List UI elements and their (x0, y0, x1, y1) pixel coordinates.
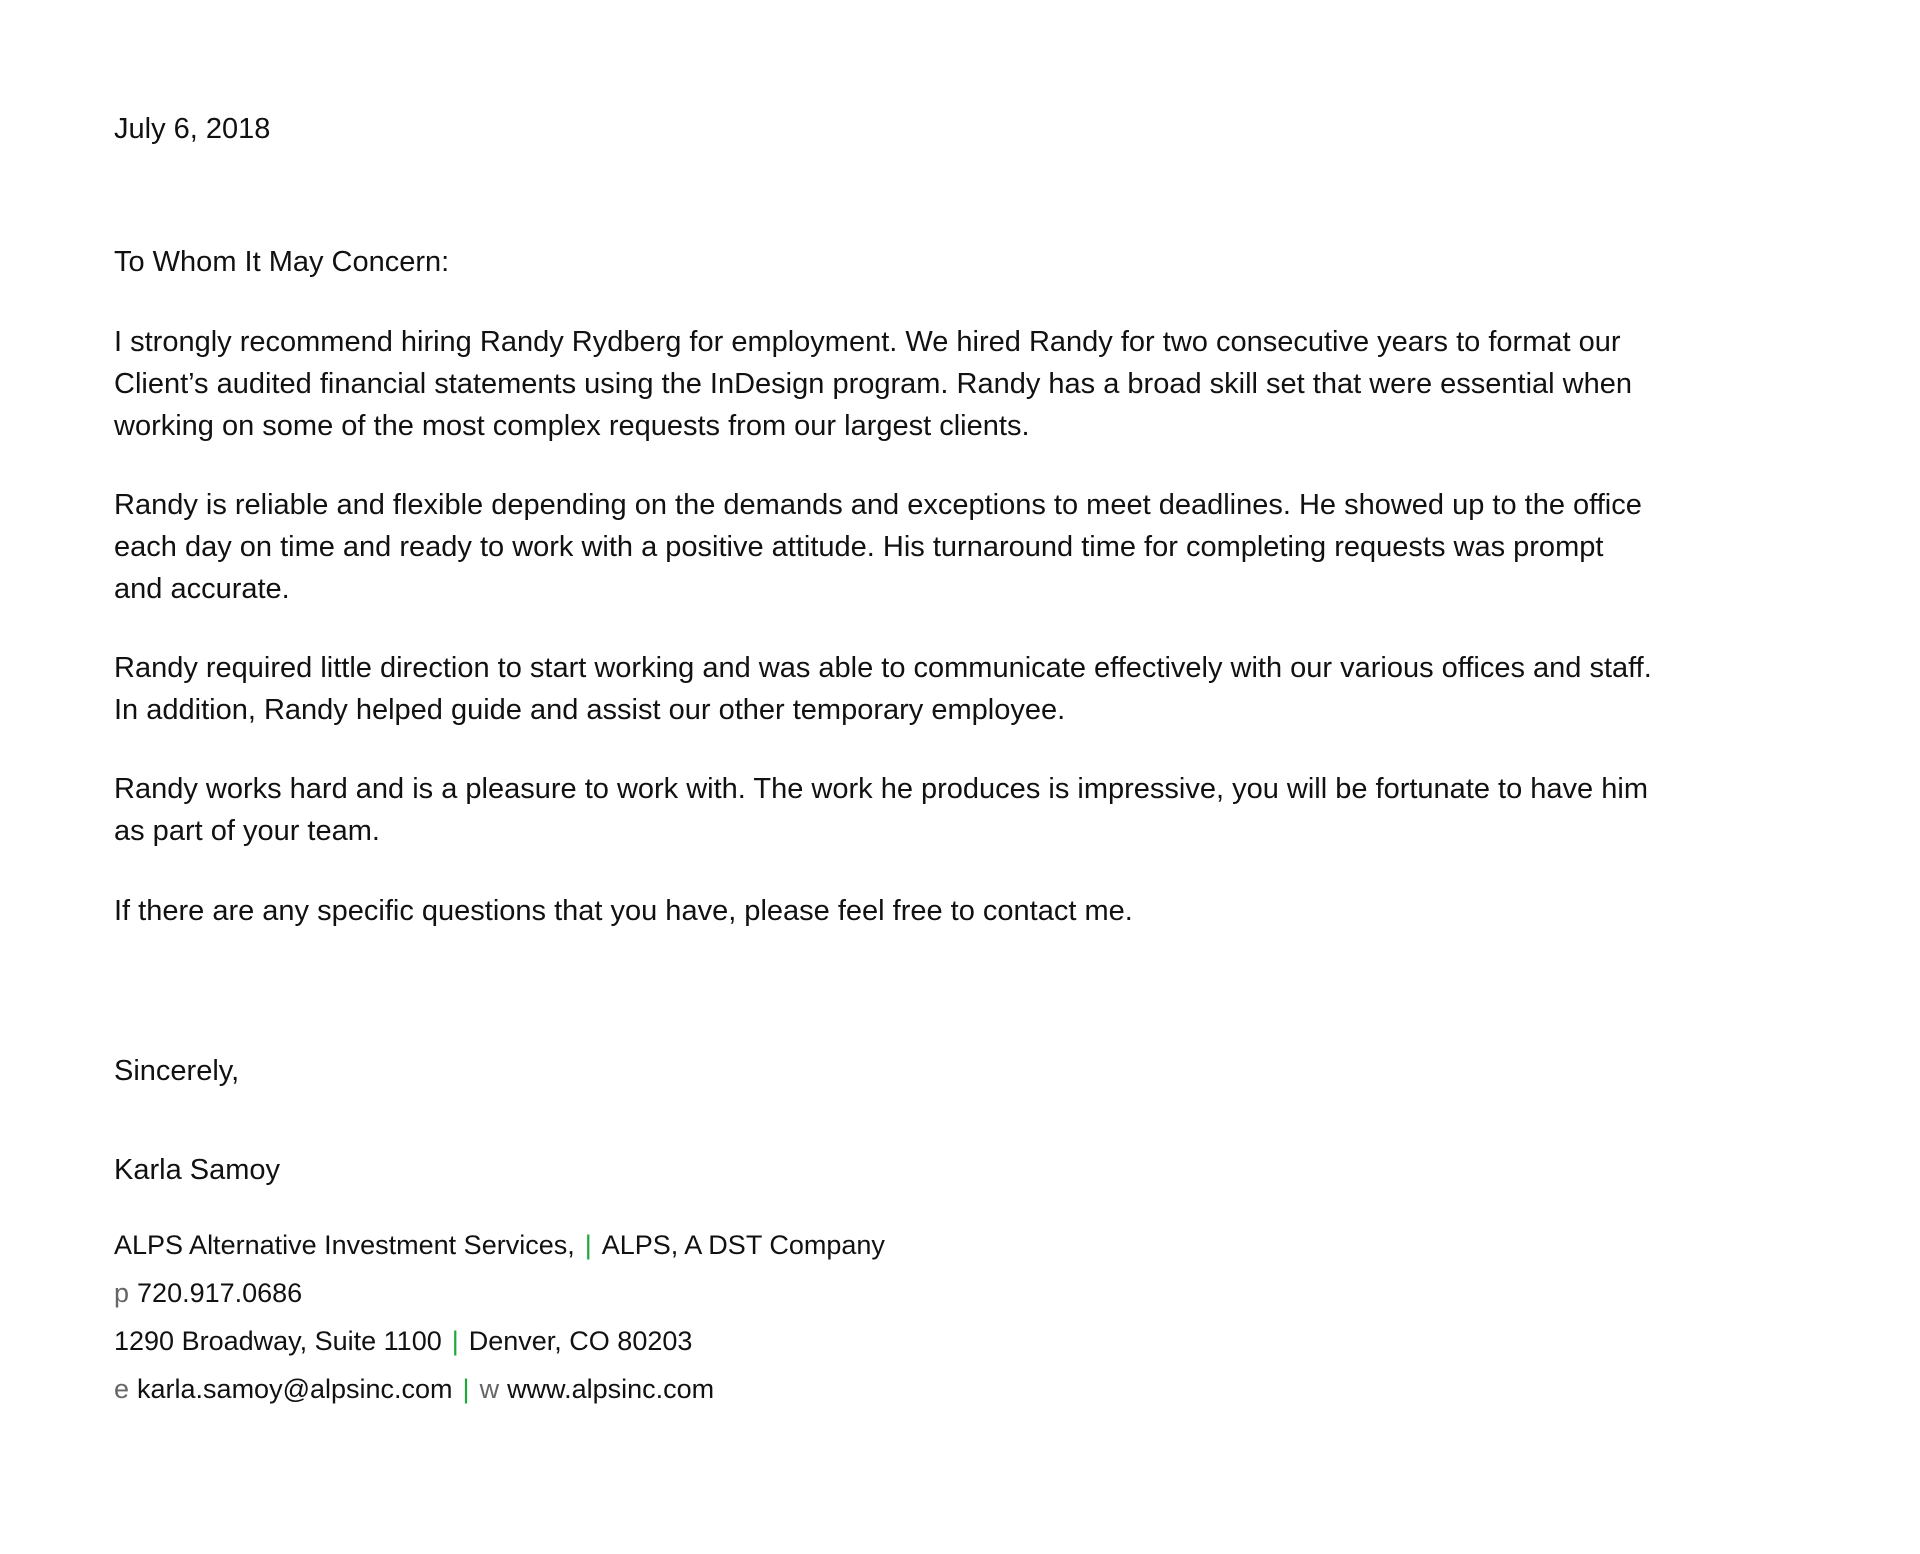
body-paragraph-3 (114, 647, 1834, 731)
paragraph-line: and accurate. (114, 573, 290, 605)
email-link[interactable]: karla.samoy@alpsinc.com (137, 1374, 453, 1404)
address-city: Denver, CO 80203 (468, 1326, 693, 1356)
signature-phone-line (114, 1269, 302, 1317)
body-paragraph-2 (114, 484, 1834, 610)
body-paragraph-1 (114, 321, 1834, 447)
email-prefix: e (114, 1374, 130, 1404)
paragraph-line: each day on time and ready to work with a positive attitude. His turnaround time for completing requests was prompt (114, 531, 1604, 563)
company-parent: ALPS, A DST Company (601, 1230, 885, 1260)
paragraph-line: working on some of the most complex requests from our largest clients. (114, 410, 1030, 442)
signature-address-line (114, 1317, 692, 1365)
signature-contact-line (114, 1365, 714, 1413)
paragraph-line: Client’s audited financial statements using the InDesign program. Randy has a broad skill set that were essential when (114, 368, 1632, 400)
paragraph-line: Randy works hard and is a pleasure to work with. The work he produces is impressive, you will be fortunate to have him (114, 773, 1648, 805)
paragraph-line: Randy is reliable and flexible depending on the demands and exceptions to meet deadlines. He showed up to the office (114, 489, 1642, 521)
phone-number[interactable]: 720.917.0686 (137, 1278, 303, 1308)
paragraph-line: as part of your team. (114, 815, 380, 847)
body-paragraph-5 (114, 890, 1834, 932)
paragraph-line: I strongly recommend hiring Randy Rydberg for employment. We hired Randy for two consecutive years to format our (114, 326, 1621, 358)
signer-name: Karla Samoy (114, 1154, 281, 1186)
phone-prefix: p (114, 1278, 130, 1308)
signature-company-line (114, 1221, 885, 1269)
letter-date: July 6, 2018 (114, 113, 271, 145)
letter-salutation: To Whom It May Concern: (114, 246, 450, 278)
separator-bar: | (462, 1374, 470, 1404)
address-street: 1290 Broadway, Suite 1100 (114, 1326, 442, 1356)
letter-page (114, 0, 1834, 1554)
website-link[interactable]: www.alpsinc.com (507, 1374, 715, 1404)
body-paragraph-4 (114, 768, 1834, 852)
paragraph-line: Randy required little direction to start working and was able to communicate effectively with our various offices and staff. (114, 652, 1652, 684)
paragraph-line: If there are any specific questions that you have, please feel free to contact me. (114, 895, 1133, 927)
company-name: ALPS Alternative Investment Services, (114, 1230, 575, 1260)
separator-bar: | (584, 1230, 592, 1260)
web-prefix: w (479, 1374, 500, 1404)
separator-bar: | (451, 1326, 459, 1356)
paragraph-line: In addition, Randy helped guide and assist our other temporary employee. (114, 694, 1066, 726)
letter-closing: Sincerely, (114, 1055, 240, 1087)
